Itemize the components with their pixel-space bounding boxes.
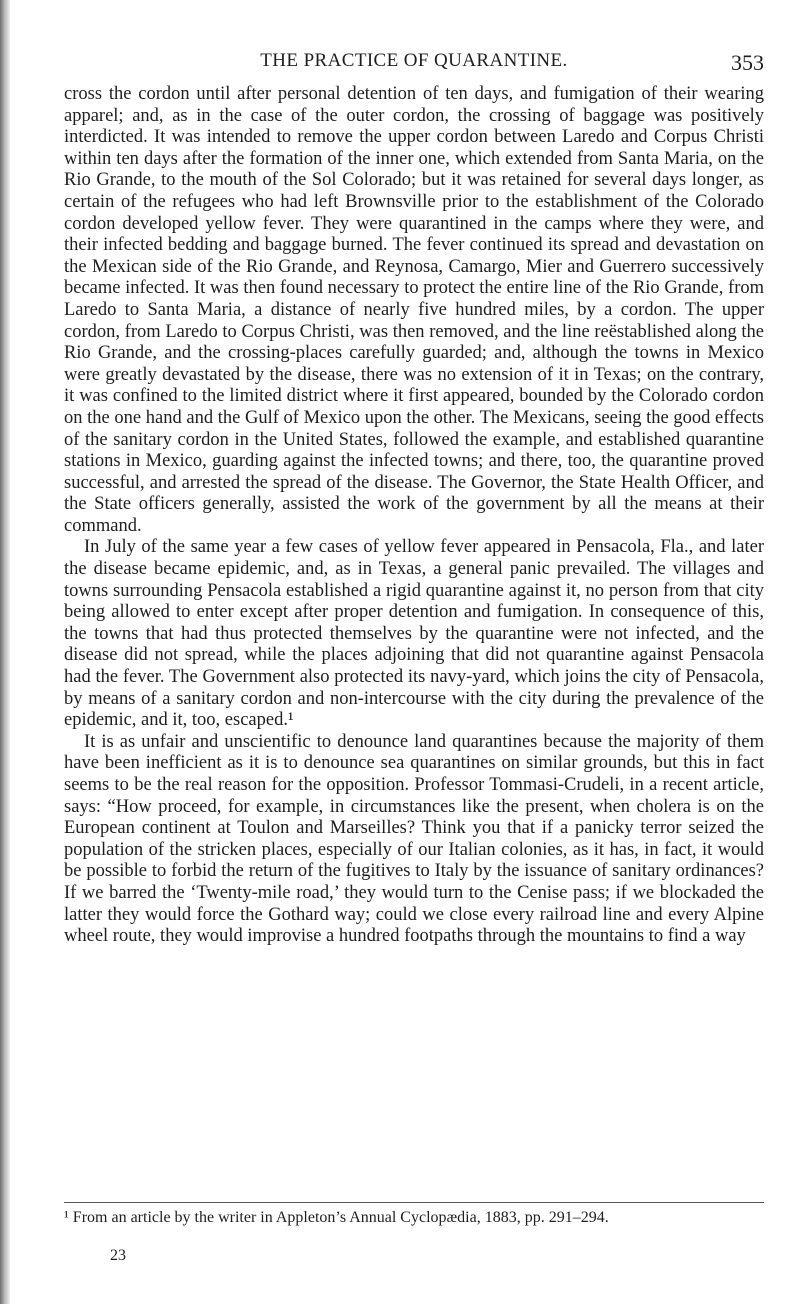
footnote: ¹ From an article by the writer in Appleton’s Annual Cyclopædia, 1883, pp. 291–294.	[64, 1209, 609, 1226]
footnote-divider	[64, 1202, 764, 1203]
page-number: 353	[731, 50, 764, 75]
body-text	[64, 84, 764, 948]
paragraph-pensacola: In July of the same year a few cases of yellow fever appeared in Pensacola, Fla., and later the disease became epidemic, and, as in Texas, a general panic prevailed. The villages and towns surrounding Pensacola established a rigid quarantine against it, no person from that city being allowed to enter except after proper detention and fumigation. In consequence of this, the towns that had thus protected themselves by the quarantine were not infected, and the disease did not spread, while the places adjoining that did not quarantine against Pensacola had the fever. The Government also protected its navy-yard, which joins the city of Pensacola, by means of a sanitary cordon and non-intercourse with the city during the prevalence of the epidemic, and it, too, escaped.¹	[64, 537, 764, 731]
book-spine-edge	[0, 0, 10, 1304]
paragraph-cordon: cross the cordon until after personal detention of ten days, and fumigation of their wearing apparel; and, as in the case of the outer cordon, the crossing of baggage was positively interdicted. It was intended to remove the upper cordon between Laredo and Corpus Christi within ten days after the formation of the inner one, which extended from Santa Maria, on the Rio Grande, to the mouth of the Sol Colorado; but it was retained for several days longer, as certain of the refugees who had left Brownsville prior to the establishment of the Colorado cordon developed yellow fever. They were quarantined in the camps where they were, and their infected bedding and baggage burned. The fever continued its spread and devastation on the Mexican side of the Rio Grande, and Reynosa, Camargo, Mier and Guerrero successively became infected. It was then found necessary to protect the entire line of the Rio Grande, from Laredo to Santa Maria, a distance of nearly five hundred miles, by a cordon. The upper cordon, from Laredo to Corpus Christi, was then removed, and the line reëstablished along the Rio Grande, and the crossing-places carefully guarded; and, although the towns in Mexico were greatly devastated by the disease, there was no extension of it in Texas; on the contrary, it was confined to the limited district where it first appeared, bounded by the Colorado cordon on the one hand and the Gulf of Mexico upon the other. The Mexicans, seeing the good effects of the sanitary cordon in the United States, followed the example, and established quarantine stations in Mexico, guarding against the infected towns; and there, too, the quarantine proved successful, and arrested the spread of the disease. The Governor, the State Health Officer, and the State officers generally, assisted the work of the government by all the means at their command.	[64, 84, 764, 536]
running-title: THE PRACTICE OF QUARANTINE.	[260, 50, 568, 71]
paragraph-land-quarantines: It is as unfair and unscientific to denounce land quarantines because the majority of them have been inefficient as it is to denounce sea quarantines on similar grounds, but this in fact seems to be the real reason for the opposition. Professor Tommasi-Crudeli, in a recent article, says: “How proceed, for example, in circumstances like the present, when cholera is on the European continent at Toulon and Marseilles? Think you that if a panicky terror seized the population of the stricken places, especially of our Italian colonies, as it has, in fact, it would be possible to forbid the return of the fugitives to Italy by the issuance of sanitary ordinances? If we barred the ‘Twenty-mile road,’ they would turn to the Cenise pass; if we blockaded the latter they would force the Gothard way; could we close every railroad line and every Alpine wheel route, they would improvise a hundred footpaths through the mountains to find a way	[64, 731, 764, 947]
signature-mark: 23	[110, 1247, 126, 1264]
page-header	[64, 50, 764, 80]
